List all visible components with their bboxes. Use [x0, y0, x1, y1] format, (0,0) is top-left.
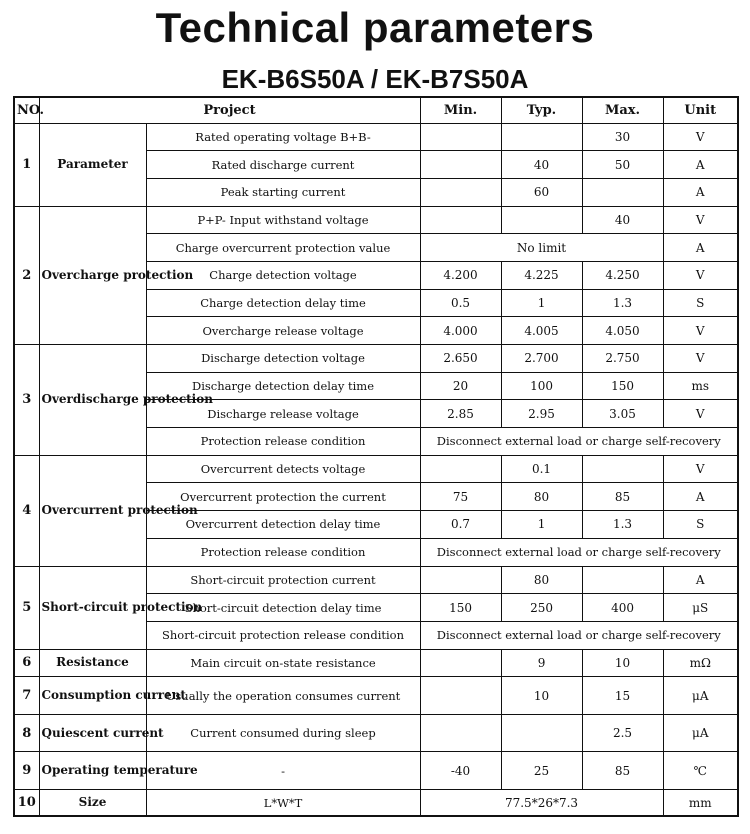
- table-row: [14, 566, 738, 594]
- group-category: Short-circuit protection: [39, 566, 146, 649]
- table-row: [14, 345, 738, 373]
- project-cell: Short-circuit protection current: [146, 566, 420, 594]
- project-cell: Charge detection delay time: [146, 289, 420, 317]
- group-number: 1: [14, 123, 39, 206]
- group-category: Overcharge protection: [39, 206, 146, 344]
- min-cell: 4.000: [420, 317, 501, 345]
- max-cell: 1.3: [582, 289, 663, 317]
- max-cell: 400: [582, 594, 663, 622]
- project-cell: Protection release condition: [146, 538, 420, 566]
- group-number: 3: [14, 345, 39, 456]
- max-cell: 10: [582, 649, 663, 677]
- typ-cell: [501, 714, 582, 752]
- unit-cell: mΩ: [663, 649, 738, 677]
- min-cell: 0.7: [420, 511, 501, 539]
- project-cell: Discharge detection voltage: [146, 345, 420, 373]
- table-row: [14, 206, 738, 234]
- header-typ: Typ.: [501, 97, 582, 123]
- unit-cell: V: [663, 455, 738, 483]
- min-cell: 20: [420, 372, 501, 400]
- min-cell: 2.650: [420, 345, 501, 373]
- group-number: 7: [14, 677, 39, 715]
- release-condition-cell: Disconnect external load or charge self-recovery: [420, 428, 738, 456]
- min-cell: 4.200: [420, 261, 501, 289]
- max-cell: 2.5: [582, 714, 663, 752]
- unit-cell: S: [663, 511, 738, 539]
- min-cell: [420, 123, 501, 151]
- unit-cell: ℃: [663, 752, 738, 790]
- max-cell: [582, 178, 663, 206]
- typ-cell: 4.005: [501, 317, 582, 345]
- merged-value-cell: No limit: [420, 234, 663, 262]
- unit-cell: V: [663, 317, 738, 345]
- typ-cell: 1: [501, 511, 582, 539]
- min-cell: 150: [420, 594, 501, 622]
- unit-cell: S: [663, 289, 738, 317]
- header-min: Min.: [420, 97, 501, 123]
- unit-cell: V: [663, 345, 738, 373]
- typ-cell: 1: [501, 289, 582, 317]
- group-category: Quiescent current: [39, 714, 146, 752]
- unit-cell: A: [663, 483, 738, 511]
- project-cell: Rated discharge current: [146, 151, 420, 179]
- group-category: Overdischarge protection: [39, 345, 146, 456]
- project-cell: Overcurrent detection delay time: [146, 511, 420, 539]
- max-cell: [582, 566, 663, 594]
- typ-cell: 250: [501, 594, 582, 622]
- typ-cell: 100: [501, 372, 582, 400]
- table-row: [14, 714, 738, 752]
- typ-cell: 4.225: [501, 261, 582, 289]
- project-cell: Overcurrent detects voltage: [146, 455, 420, 483]
- max-cell: 4.250: [582, 261, 663, 289]
- max-cell: 2.750: [582, 345, 663, 373]
- max-cell: 150: [582, 372, 663, 400]
- table-row: [14, 649, 738, 677]
- min-cell: [420, 206, 501, 234]
- max-cell: 4.050: [582, 317, 663, 345]
- max-cell: 15: [582, 677, 663, 715]
- unit-cell: μS: [663, 594, 738, 622]
- max-cell: 30: [582, 123, 663, 151]
- project-cell: Charge overcurrent protection value: [146, 234, 420, 262]
- unit-cell: A: [663, 178, 738, 206]
- typ-cell: 9: [501, 649, 582, 677]
- max-cell: 1.3: [582, 511, 663, 539]
- unit-cell: V: [663, 206, 738, 234]
- min-cell: [420, 178, 501, 206]
- table-header-row: [14, 97, 738, 123]
- typ-cell: 40: [501, 151, 582, 179]
- table-row: [14, 789, 738, 816]
- project-cell: Usually the operation consumes current: [146, 677, 420, 715]
- project-cell: Overcharge release voltage: [146, 317, 420, 345]
- typ-cell: 2.95: [501, 400, 582, 428]
- min-cell: [420, 151, 501, 179]
- unit-cell: V: [663, 400, 738, 428]
- project-cell: Short-circuit detection delay time: [146, 594, 420, 622]
- project-cell: Protection release condition: [146, 428, 420, 456]
- table-row: [14, 752, 738, 790]
- project-cell: Peak starting current: [146, 178, 420, 206]
- project-cell: Discharge release voltage: [146, 400, 420, 428]
- max-cell: 85: [582, 483, 663, 511]
- merged-value-cell: 77.5*26*7.3: [420, 789, 663, 816]
- release-condition-cell: Disconnect external load or charge self-recovery: [420, 621, 738, 649]
- group-category: Parameter: [39, 123, 146, 206]
- min-cell: [420, 677, 501, 715]
- unit-cell: A: [663, 566, 738, 594]
- unit-cell: μA: [663, 714, 738, 752]
- project-cell: L*W*T: [146, 789, 420, 816]
- group-number: 5: [14, 566, 39, 649]
- table-row: [14, 123, 738, 151]
- group-number: 10: [14, 789, 39, 816]
- group-category: Size: [39, 789, 146, 816]
- typ-cell: 80: [501, 566, 582, 594]
- typ-cell: 25: [501, 752, 582, 790]
- unit-cell: V: [663, 261, 738, 289]
- table-body: [14, 123, 738, 816]
- min-cell: 2.85: [420, 400, 501, 428]
- project-cell: Short-circuit protection release condition: [146, 621, 420, 649]
- project-cell: Overcurrent protection the current: [146, 483, 420, 511]
- min-cell: 0.5: [420, 289, 501, 317]
- group-category: Consumption current: [39, 677, 146, 715]
- min-cell: 75: [420, 483, 501, 511]
- group-category: Operating temperature: [39, 752, 146, 790]
- min-cell: -40: [420, 752, 501, 790]
- max-cell: [582, 455, 663, 483]
- group-category: Resistance: [39, 649, 146, 677]
- project-cell: P+P- Input withstand voltage: [146, 206, 420, 234]
- typ-cell: 2.700: [501, 345, 582, 373]
- max-cell: 85: [582, 752, 663, 790]
- page-title: Technical parameters: [155, 4, 595, 51]
- typ-cell: [501, 123, 582, 151]
- max-cell: 3.05: [582, 400, 663, 428]
- unit-cell: A: [663, 151, 738, 179]
- max-cell: 50: [582, 151, 663, 179]
- group-category: Overcurrent protection: [39, 455, 146, 566]
- typ-cell: 0.1: [501, 455, 582, 483]
- typ-cell: 10: [501, 677, 582, 715]
- min-cell: [420, 714, 501, 752]
- model-subtitle: EK-B6S50A / EK-B7S50A: [221, 64, 529, 94]
- min-cell: [420, 455, 501, 483]
- header-max: Max.: [582, 97, 663, 123]
- project-cell: Charge detection voltage: [146, 261, 420, 289]
- table-row: [14, 677, 738, 715]
- header-no: NO.: [14, 97, 39, 123]
- project-cell: Current consumed during sleep: [146, 714, 420, 752]
- unit-cell: A: [663, 234, 738, 262]
- min-cell: [420, 566, 501, 594]
- unit-cell: mm: [663, 789, 738, 816]
- group-number: 6: [14, 649, 39, 677]
- project-cell: Rated operating voltage B+B-: [146, 123, 420, 151]
- typ-cell: [501, 206, 582, 234]
- unit-cell: μA: [663, 677, 738, 715]
- project-cell: Discharge detection delay time: [146, 372, 420, 400]
- unit-cell: V: [663, 123, 738, 151]
- group-number: 2: [14, 206, 39, 344]
- typ-cell: 80: [501, 483, 582, 511]
- typ-cell: 60: [501, 178, 582, 206]
- header-unit: Unit: [663, 97, 738, 123]
- group-number: 4: [14, 455, 39, 566]
- max-cell: 40: [582, 206, 663, 234]
- group-number: 8: [14, 714, 39, 752]
- unit-cell: ms: [663, 372, 738, 400]
- project-cell: Main circuit on-state resistance: [146, 649, 420, 677]
- parameters-table: [13, 96, 739, 817]
- release-condition-cell: Disconnect external load or charge self-recovery: [420, 538, 738, 566]
- group-number: 9: [14, 752, 39, 790]
- project-cell: -: [146, 752, 420, 790]
- table-row: [14, 455, 738, 483]
- header-project: Project: [39, 97, 420, 123]
- min-cell: [420, 649, 501, 677]
